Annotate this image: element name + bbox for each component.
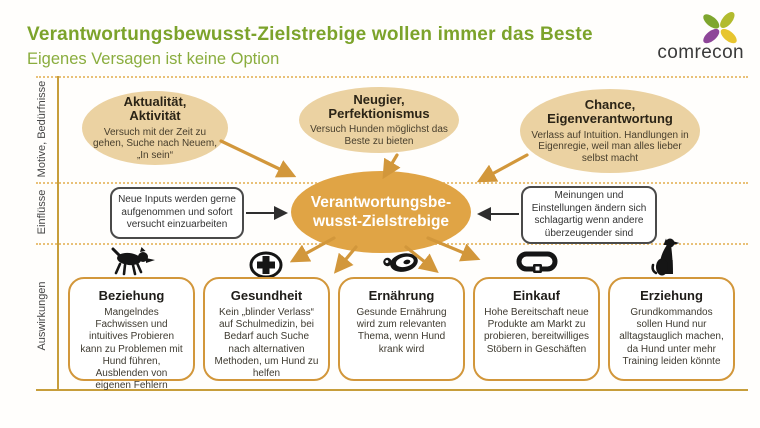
rail-label-motive: Motive, Bedürfnisse [36, 80, 48, 178]
logo-wordmark: comrecon [657, 42, 744, 63]
motive-title: Perfektionismus [328, 106, 430, 121]
rail-label-einfluesse: Einflüsse [36, 189, 48, 235]
frame-left-line [57, 76, 59, 390]
sitting-dog-icon [650, 237, 684, 277]
motive-body: Verlass auf Intuition. Handlungen in Eigenregie, weil man alles lieber selbst macht [531, 129, 689, 164]
motive-ellipse-aktualitaet [82, 91, 228, 165]
arrow-aktualitaet-to-center [221, 141, 292, 175]
rail-label-auswirkungen: Auswirkungen [36, 281, 48, 351]
motive-title: Neugier, [353, 91, 405, 107]
motive-body: Versuch Hunden möglichst das Beste zu bieten [310, 124, 448, 147]
page-subtitle: Eigenes Versagen ist keine Option [27, 50, 280, 68]
outcome-body: Hohe Bereitschaft neue Produkte am Markt zu probieren, bereitwilliges Stöbern in Geschäften [483, 307, 590, 355]
motive-title: Aktualität, [123, 93, 187, 109]
outcome-box-gesundheit [203, 277, 330, 381]
motive-title: Aktivität [129, 108, 181, 124]
outcome-box-einkauf [473, 277, 600, 381]
outcome-body: Mangelndes Fachwissen und intuitives Probieren kann zu Problemen mit Hund führen, Ausblenden von eigenen Fehlern [80, 307, 183, 392]
persona-name-line1: Verantwortungsbe- [310, 193, 452, 211]
motive-title: Eigenverantwortung [547, 111, 673, 127]
motive-body: Versuch mit der Zeit zu gehen, Suche nach Neuem, „In sein“ [93, 126, 217, 161]
section-divider-top [36, 76, 748, 78]
page-title: Verantwortungsbewusst-Zielstrebige wollen immer das Beste [27, 24, 593, 45]
outcome-box-beziehung [68, 277, 195, 392]
outcome-box-erziehung [608, 277, 735, 381]
outcome-body: Grundkommandos sollen Hund nur alltagstauglich machen, da Hund unter mehr Training leiden könnte [619, 307, 724, 367]
dog-playing-icon [105, 246, 157, 276]
motive-title: Chance, [584, 96, 636, 112]
meat-icon [379, 249, 425, 277]
comrecon-logo [638, 4, 748, 64]
outcome-title: Gesundheit [230, 288, 303, 303]
outcome-body: Gesunde Ernährung wird zum relevanten Thema, wenn Hund krank wird [356, 307, 447, 355]
collar-icon [514, 250, 560, 277]
outcome-title: Beziehung [98, 288, 165, 303]
outcome-body: Kein „blinder Verlass“ auf Schulmedizin, bei Bedarf auch Suche nach alternativen Methoden, um Hund zu helfen [214, 307, 319, 379]
outcome-title: Ernährung [368, 288, 435, 303]
center-persona-ellipse [291, 171, 471, 253]
motive-ellipse-chance [520, 89, 700, 173]
influence-box-right: Meinungen und Einstellungen ändern sich schlagartig wenn andere überzeugender sind [521, 186, 657, 244]
outcome-title: Erziehung [640, 288, 703, 303]
motive-ellipse-neugier [299, 87, 459, 153]
persona-name-line2: wusst-Zielstrebige [312, 213, 450, 230]
outcome-title: Einkauf [513, 288, 560, 303]
influence-box-left: Neue Inputs werden gerne aufgenommen und sofort versucht einzuarbeiten [110, 187, 244, 239]
outcome-box-ernaehrung [338, 277, 465, 381]
